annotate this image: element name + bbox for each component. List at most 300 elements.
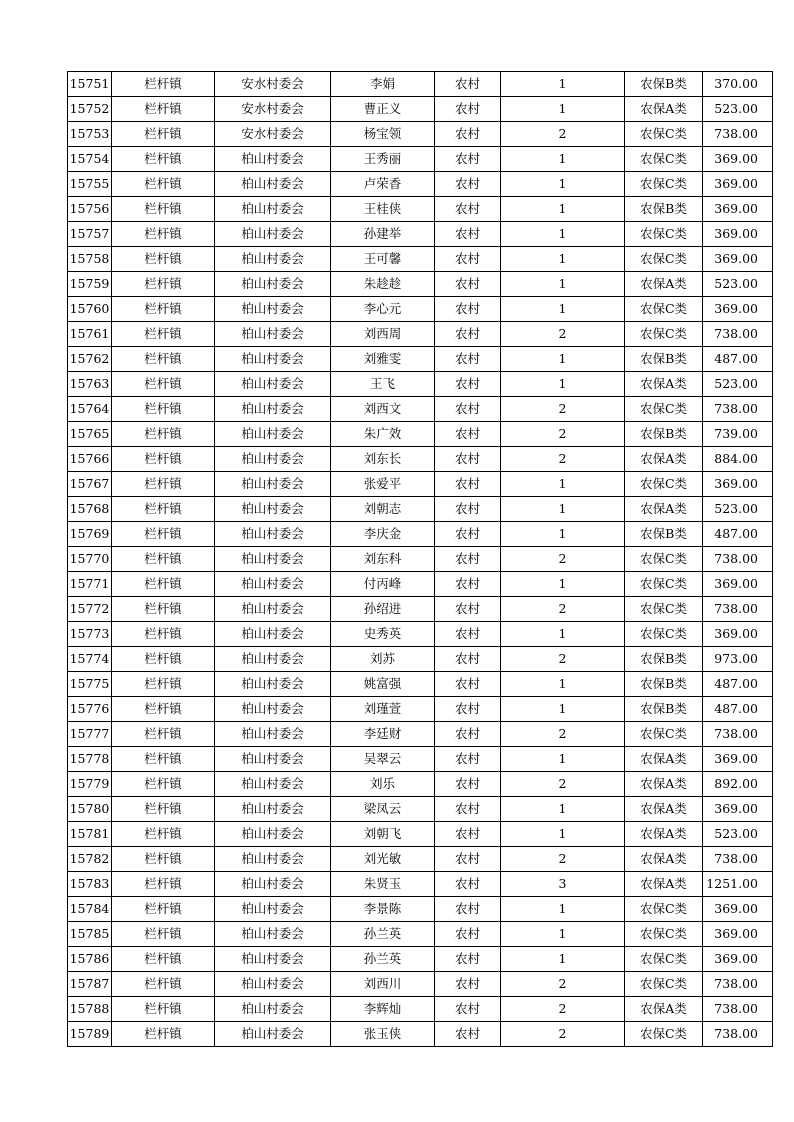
name-cell: 卢荣香 [331, 172, 435, 197]
table-row [68, 872, 773, 897]
household-type-cell: 农村 [435, 247, 501, 272]
member-count-cell: 1 [501, 222, 625, 247]
record-id-cell: 15784 [68, 897, 112, 922]
town-cell: 栏杆镇 [112, 822, 215, 847]
member-count-cell: 1 [501, 897, 625, 922]
record-id-cell: 15754 [68, 147, 112, 172]
name-cell: 王秀丽 [331, 147, 435, 172]
name-cell: 朱贤玉 [331, 872, 435, 897]
table-row [68, 922, 773, 947]
table-row [68, 197, 773, 222]
household-type-cell: 农村 [435, 322, 501, 347]
name-cell: 刘乐 [331, 772, 435, 797]
insurance-category-cell: 农保A类 [625, 272, 703, 297]
amount-cell: 738.00 [703, 997, 773, 1022]
table-row [68, 172, 773, 197]
town-cell: 栏杆镇 [112, 97, 215, 122]
roster-table [67, 71, 773, 1047]
table-row [68, 247, 773, 272]
household-type-cell: 农村 [435, 972, 501, 997]
insurance-category-cell: 农保B类 [625, 647, 703, 672]
amount-cell: 523.00 [703, 497, 773, 522]
insurance-category-cell: 农保A类 [625, 997, 703, 1022]
village-committee-cell: 柏山村委会 [215, 272, 331, 297]
town-cell: 栏杆镇 [112, 147, 215, 172]
name-cell: 刘苏 [331, 647, 435, 672]
table-row [68, 147, 773, 172]
record-id-cell: 15764 [68, 397, 112, 422]
table-row [68, 772, 773, 797]
member-count-cell: 2 [501, 122, 625, 147]
name-cell: 刘朝志 [331, 497, 435, 522]
village-committee-cell: 柏山村委会 [215, 697, 331, 722]
town-cell: 栏杆镇 [112, 672, 215, 697]
record-id-cell: 15777 [68, 722, 112, 747]
amount-cell: 487.00 [703, 522, 773, 547]
household-type-cell: 农村 [435, 547, 501, 572]
town-cell: 栏杆镇 [112, 872, 215, 897]
amount-cell: 369.00 [703, 247, 773, 272]
insurance-category-cell: 农保C类 [625, 397, 703, 422]
record-id-cell: 15766 [68, 447, 112, 472]
village-committee-cell: 柏山村委会 [215, 522, 331, 547]
village-committee-cell: 柏山村委会 [215, 172, 331, 197]
record-id-cell: 15772 [68, 597, 112, 622]
insurance-category-cell: 农保C类 [625, 922, 703, 947]
insurance-category-cell: 农保C类 [625, 947, 703, 972]
insurance-category-cell: 农保A类 [625, 847, 703, 872]
member-count-cell: 2 [501, 397, 625, 422]
household-type-cell: 农村 [435, 822, 501, 847]
household-type-cell: 农村 [435, 172, 501, 197]
amount-cell: 487.00 [703, 672, 773, 697]
insurance-category-cell: 农保C类 [625, 547, 703, 572]
village-committee-cell: 安水村委会 [215, 122, 331, 147]
member-count-cell: 1 [501, 622, 625, 647]
table-row [68, 522, 773, 547]
amount-cell: 738.00 [703, 722, 773, 747]
insurance-category-cell: 农保B类 [625, 672, 703, 697]
amount-cell: 738.00 [703, 322, 773, 347]
name-cell: 李心元 [331, 297, 435, 322]
member-count-cell: 1 [501, 247, 625, 272]
household-type-cell: 农村 [435, 422, 501, 447]
record-id-cell: 15755 [68, 172, 112, 197]
household-type-cell: 农村 [435, 197, 501, 222]
village-committee-cell: 柏山村委会 [215, 947, 331, 972]
member-count-cell: 1 [501, 472, 625, 497]
town-cell: 栏杆镇 [112, 247, 215, 272]
name-cell: 张玉侠 [331, 1022, 435, 1047]
village-committee-cell: 柏山村委会 [215, 397, 331, 422]
town-cell: 栏杆镇 [112, 172, 215, 197]
member-count-cell: 1 [501, 822, 625, 847]
insurance-category-cell: 农保B类 [625, 422, 703, 447]
household-type-cell: 农村 [435, 472, 501, 497]
amount-cell: 369.00 [703, 147, 773, 172]
amount-cell: 738.00 [703, 597, 773, 622]
insurance-category-cell: 农保B类 [625, 72, 703, 97]
record-id-cell: 15774 [68, 647, 112, 672]
amount-cell: 738.00 [703, 397, 773, 422]
table-row [68, 572, 773, 597]
member-count-cell: 1 [501, 797, 625, 822]
table-row [68, 447, 773, 472]
village-committee-cell: 柏山村委会 [215, 997, 331, 1022]
amount-cell: 369.00 [703, 472, 773, 497]
member-count-cell: 2 [501, 847, 625, 872]
amount-cell: 892.00 [703, 772, 773, 797]
table-row [68, 597, 773, 622]
insurance-category-cell: 农保B类 [625, 697, 703, 722]
town-cell: 栏杆镇 [112, 772, 215, 797]
village-committee-cell: 柏山村委会 [215, 372, 331, 397]
household-type-cell: 农村 [435, 522, 501, 547]
record-id-cell: 15753 [68, 122, 112, 147]
town-cell: 栏杆镇 [112, 72, 215, 97]
name-cell: 李景陈 [331, 897, 435, 922]
household-type-cell: 农村 [435, 97, 501, 122]
village-committee-cell: 柏山村委会 [215, 447, 331, 472]
member-count-cell: 2 [501, 772, 625, 797]
record-id-cell: 15785 [68, 922, 112, 947]
amount-cell: 369.00 [703, 747, 773, 772]
member-count-cell: 1 [501, 147, 625, 172]
town-cell: 栏杆镇 [112, 472, 215, 497]
record-id-cell: 15783 [68, 872, 112, 897]
insurance-category-cell: 农保A类 [625, 872, 703, 897]
member-count-cell: 1 [501, 297, 625, 322]
village-committee-cell: 柏山村委会 [215, 747, 331, 772]
name-cell: 曹正义 [331, 97, 435, 122]
table-row [68, 697, 773, 722]
table-row [68, 72, 773, 97]
insurance-category-cell: 农保C类 [625, 322, 703, 347]
record-id-cell: 15763 [68, 372, 112, 397]
name-cell: 刘瑾萱 [331, 697, 435, 722]
table-row [68, 497, 773, 522]
village-committee-cell: 柏山村委会 [215, 772, 331, 797]
name-cell: 王飞 [331, 372, 435, 397]
household-type-cell: 农村 [435, 722, 501, 747]
record-id-cell: 15786 [68, 947, 112, 972]
village-committee-cell: 柏山村委会 [215, 822, 331, 847]
village-committee-cell: 安水村委会 [215, 97, 331, 122]
record-id-cell: 15762 [68, 347, 112, 372]
town-cell: 栏杆镇 [112, 297, 215, 322]
town-cell: 栏杆镇 [112, 997, 215, 1022]
member-count-cell: 1 [501, 72, 625, 97]
name-cell: 王可馨 [331, 247, 435, 272]
household-type-cell: 农村 [435, 147, 501, 172]
insurance-category-cell: 农保A类 [625, 747, 703, 772]
member-count-cell: 1 [501, 747, 625, 772]
town-cell: 栏杆镇 [112, 572, 215, 597]
village-committee-cell: 柏山村委会 [215, 472, 331, 497]
record-id-cell: 15780 [68, 797, 112, 822]
household-type-cell: 农村 [435, 297, 501, 322]
household-type-cell: 农村 [435, 672, 501, 697]
household-type-cell: 农村 [435, 897, 501, 922]
table-row [68, 897, 773, 922]
amount-cell: 884.00 [703, 447, 773, 472]
amount-cell: 369.00 [703, 297, 773, 322]
amount-cell: 523.00 [703, 372, 773, 397]
member-count-cell: 2 [501, 722, 625, 747]
record-id-cell: 15767 [68, 472, 112, 497]
insurance-category-cell: 农保C类 [625, 122, 703, 147]
record-id-cell: 15757 [68, 222, 112, 247]
member-count-cell: 1 [501, 572, 625, 597]
member-count-cell: 2 [501, 1022, 625, 1047]
town-cell: 栏杆镇 [112, 697, 215, 722]
name-cell: 杨宝领 [331, 122, 435, 147]
name-cell: 梁凤云 [331, 797, 435, 822]
amount-cell: 738.00 [703, 1022, 773, 1047]
record-id-cell: 15787 [68, 972, 112, 997]
name-cell: 李辉灿 [331, 997, 435, 1022]
village-committee-cell: 柏山村委会 [215, 497, 331, 522]
amount-cell: 487.00 [703, 347, 773, 372]
table-row [68, 997, 773, 1022]
table-row [68, 747, 773, 772]
member-count-cell: 2 [501, 647, 625, 672]
name-cell: 李廷财 [331, 722, 435, 747]
household-type-cell: 农村 [435, 447, 501, 472]
town-cell: 栏杆镇 [112, 722, 215, 747]
household-type-cell: 农村 [435, 997, 501, 1022]
table-row [68, 1022, 773, 1047]
amount-cell: 369.00 [703, 922, 773, 947]
record-id-cell: 15781 [68, 822, 112, 847]
insurance-category-cell: 农保C类 [625, 147, 703, 172]
household-type-cell: 农村 [435, 397, 501, 422]
table-row [68, 397, 773, 422]
table-row [68, 722, 773, 747]
member-count-cell: 2 [501, 597, 625, 622]
insurance-category-cell: 农保A类 [625, 97, 703, 122]
insurance-category-cell: 农保A类 [625, 822, 703, 847]
town-cell: 栏杆镇 [112, 647, 215, 672]
member-count-cell: 1 [501, 947, 625, 972]
town-cell: 栏杆镇 [112, 372, 215, 397]
name-cell: 朱广效 [331, 422, 435, 447]
name-cell: 孙兰英 [331, 922, 435, 947]
household-type-cell: 农村 [435, 597, 501, 622]
name-cell: 刘雅雯 [331, 347, 435, 372]
village-committee-cell: 柏山村委会 [215, 572, 331, 597]
village-committee-cell: 柏山村委会 [215, 347, 331, 372]
village-committee-cell: 柏山村委会 [215, 297, 331, 322]
insurance-category-cell: 农保C类 [625, 572, 703, 597]
insurance-category-cell: 农保C类 [625, 1022, 703, 1047]
village-committee-cell: 柏山村委会 [215, 222, 331, 247]
town-cell: 栏杆镇 [112, 547, 215, 572]
record-id-cell: 15773 [68, 622, 112, 647]
name-cell: 孙建举 [331, 222, 435, 247]
village-committee-cell: 柏山村委会 [215, 897, 331, 922]
record-id-cell: 15756 [68, 197, 112, 222]
member-count-cell: 1 [501, 497, 625, 522]
household-type-cell: 农村 [435, 622, 501, 647]
table-row [68, 372, 773, 397]
name-cell: 刘西周 [331, 322, 435, 347]
insurance-category-cell: 农保A类 [625, 772, 703, 797]
amount-cell: 369.00 [703, 172, 773, 197]
insurance-category-cell: 农保A类 [625, 497, 703, 522]
household-type-cell: 农村 [435, 497, 501, 522]
village-committee-cell: 柏山村委会 [215, 722, 331, 747]
household-type-cell: 农村 [435, 872, 501, 897]
record-id-cell: 15769 [68, 522, 112, 547]
table-row [68, 272, 773, 297]
name-cell: 刘西川 [331, 972, 435, 997]
amount-cell: 523.00 [703, 822, 773, 847]
name-cell: 孙绍进 [331, 597, 435, 622]
village-committee-cell: 柏山村委会 [215, 847, 331, 872]
town-cell: 栏杆镇 [112, 622, 215, 647]
name-cell: 刘东长 [331, 447, 435, 472]
insurance-category-cell: 农保A类 [625, 447, 703, 472]
record-id-cell: 15782 [68, 847, 112, 872]
table-row [68, 297, 773, 322]
amount-cell: 739.00 [703, 422, 773, 447]
town-cell: 栏杆镇 [112, 747, 215, 772]
household-type-cell: 农村 [435, 922, 501, 947]
insurance-category-cell: 农保C类 [625, 597, 703, 622]
village-committee-cell: 柏山村委会 [215, 972, 331, 997]
table-row [68, 947, 773, 972]
town-cell: 栏杆镇 [112, 1022, 215, 1047]
name-cell: 付丙峰 [331, 572, 435, 597]
amount-cell: 369.00 [703, 622, 773, 647]
insurance-category-cell: 农保C类 [625, 622, 703, 647]
record-id-cell: 15778 [68, 747, 112, 772]
household-type-cell: 农村 [435, 947, 501, 972]
table-row [68, 672, 773, 697]
table-row [68, 472, 773, 497]
insurance-category-cell: 农保A类 [625, 797, 703, 822]
member-count-cell: 2 [501, 972, 625, 997]
town-cell: 栏杆镇 [112, 497, 215, 522]
amount-cell: 973.00 [703, 647, 773, 672]
insurance-category-cell: 农保C类 [625, 222, 703, 247]
record-id-cell: 15775 [68, 672, 112, 697]
amount-cell: 487.00 [703, 697, 773, 722]
insurance-category-cell: 农保C类 [625, 897, 703, 922]
town-cell: 栏杆镇 [112, 422, 215, 447]
village-committee-cell: 柏山村委会 [215, 322, 331, 347]
household-type-cell: 农村 [435, 847, 501, 872]
village-committee-cell: 柏山村委会 [215, 797, 331, 822]
record-id-cell: 15761 [68, 322, 112, 347]
member-count-cell: 1 [501, 97, 625, 122]
village-committee-cell: 柏山村委会 [215, 547, 331, 572]
insurance-category-cell: 农保A类 [625, 372, 703, 397]
household-type-cell: 农村 [435, 797, 501, 822]
record-id-cell: 15776 [68, 697, 112, 722]
amount-cell: 1251.00 [703, 872, 773, 897]
record-id-cell: 15779 [68, 772, 112, 797]
table-row [68, 547, 773, 572]
amount-cell: 738.00 [703, 547, 773, 572]
village-committee-cell: 柏山村委会 [215, 247, 331, 272]
amount-cell: 523.00 [703, 97, 773, 122]
record-id-cell: 15770 [68, 547, 112, 572]
insurance-category-cell: 农保C类 [625, 247, 703, 272]
name-cell: 刘西文 [331, 397, 435, 422]
household-type-cell: 农村 [435, 697, 501, 722]
amount-cell: 369.00 [703, 197, 773, 222]
member-count-cell: 2 [501, 322, 625, 347]
insurance-category-cell: 农保C类 [625, 472, 703, 497]
member-count-cell: 2 [501, 422, 625, 447]
record-id-cell: 15789 [68, 1022, 112, 1047]
household-type-cell: 农村 [435, 747, 501, 772]
insurance-category-cell: 农保C类 [625, 172, 703, 197]
table-row [68, 422, 773, 447]
name-cell: 刘朝飞 [331, 822, 435, 847]
village-committee-cell: 柏山村委会 [215, 597, 331, 622]
member-count-cell: 1 [501, 697, 625, 722]
member-count-cell: 1 [501, 922, 625, 947]
amount-cell: 738.00 [703, 122, 773, 147]
name-cell: 李庆金 [331, 522, 435, 547]
village-committee-cell: 柏山村委会 [215, 872, 331, 897]
town-cell: 栏杆镇 [112, 322, 215, 347]
member-count-cell: 1 [501, 197, 625, 222]
table-row [68, 222, 773, 247]
name-cell: 李娟 [331, 72, 435, 97]
member-count-cell: 2 [501, 997, 625, 1022]
name-cell: 张爱平 [331, 472, 435, 497]
name-cell: 吴翠云 [331, 747, 435, 772]
town-cell: 栏杆镇 [112, 897, 215, 922]
village-committee-cell: 柏山村委会 [215, 422, 331, 447]
town-cell: 栏杆镇 [112, 447, 215, 472]
amount-cell: 369.00 [703, 947, 773, 972]
member-count-cell: 3 [501, 872, 625, 897]
insurance-category-cell: 农保B类 [625, 522, 703, 547]
insurance-category-cell: 农保C类 [625, 722, 703, 747]
amount-cell: 370.00 [703, 72, 773, 97]
name-cell: 刘东科 [331, 547, 435, 572]
record-id-cell: 15768 [68, 497, 112, 522]
name-cell: 朱趁趁 [331, 272, 435, 297]
town-cell: 栏杆镇 [112, 197, 215, 222]
town-cell: 栏杆镇 [112, 522, 215, 547]
member-count-cell: 2 [501, 547, 625, 572]
member-count-cell: 1 [501, 672, 625, 697]
household-type-cell: 农村 [435, 1022, 501, 1047]
village-committee-cell: 安水村委会 [215, 72, 331, 97]
record-id-cell: 15758 [68, 247, 112, 272]
town-cell: 栏杆镇 [112, 222, 215, 247]
insurance-category-cell: 农保B类 [625, 197, 703, 222]
town-cell: 栏杆镇 [112, 847, 215, 872]
record-id-cell: 15751 [68, 72, 112, 97]
village-committee-cell: 柏山村委会 [215, 197, 331, 222]
name-cell: 刘光敏 [331, 847, 435, 872]
village-committee-cell: 柏山村委会 [215, 622, 331, 647]
table-row [68, 647, 773, 672]
insurance-category-cell: 农保C类 [625, 972, 703, 997]
table-row [68, 347, 773, 372]
village-committee-cell: 柏山村委会 [215, 1022, 331, 1047]
insurance-category-cell: 农保C类 [625, 297, 703, 322]
name-cell: 史秀英 [331, 622, 435, 647]
table-row [68, 97, 773, 122]
